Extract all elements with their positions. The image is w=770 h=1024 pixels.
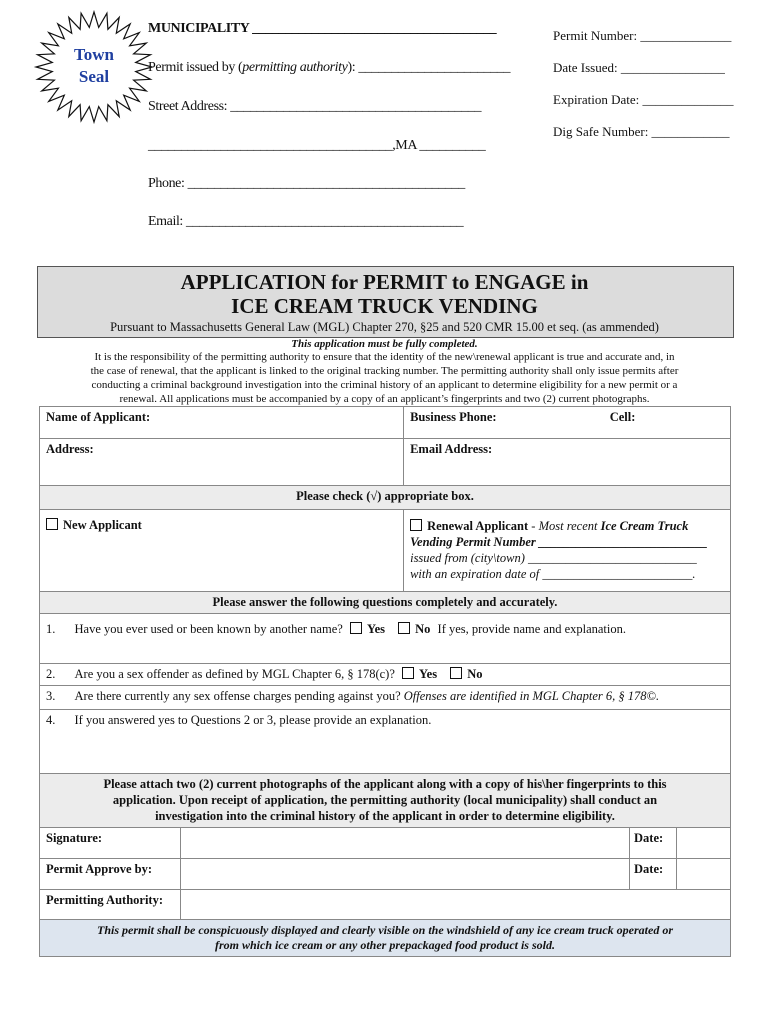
name-of-applicant-field[interactable] [40, 407, 404, 439]
title-line2: ICE CREAM TRUCK VENDING [231, 294, 538, 318]
approve-date-label: Date: [630, 859, 677, 889]
email-address-field[interactable] [404, 439, 731, 486]
attach-instructions [40, 774, 731, 828]
new-applicant-option[interactable] [40, 510, 404, 592]
q4-text: If you answered yes to Questions 2 or 3, please provide an explanation. [74, 713, 432, 727]
name-label: Name of Applicant: [46, 410, 151, 424]
town-seal [30, 5, 160, 125]
must-complete-note: This application must be fully completed. [291, 338, 478, 350]
phone-field[interactable]: Phone: __________________________________________ [148, 176, 465, 191]
q2-yes-checkbox[interactable] [402, 667, 414, 679]
permit-approve-label: Permit Approve by: [40, 859, 181, 890]
q2-number: 2. [46, 667, 56, 681]
seal-line1: Town [73, 45, 115, 64]
notice-line4: renewal. All applications must be accompanied by a copy of an applicant’s fingerprints and two (2) current photographs. [119, 393, 650, 405]
permitting-authority-input[interactable] [181, 890, 731, 920]
issued-by-italic: permitting authority [242, 60, 348, 75]
notice-line1: It is the responsibility of the permitting authority to ensure that the identity of the new\renewal applicant is true and accurate and, in [94, 351, 675, 363]
question-2[interactable] [40, 664, 731, 686]
cell-label: Cell: [609, 410, 636, 424]
attach-line1: Please attach two (2) current photographs of the applicant along with a copy of his\her fingerprints to this [103, 777, 667, 791]
question-4[interactable] [40, 710, 731, 774]
municipality-field[interactable]: MUNICIPALITY _____________________________________ [148, 21, 497, 36]
attach-line3: investigation into the criminal history of the applicant in order to determine eligibility. [155, 809, 615, 823]
approve-date-cell[interactable] [630, 859, 731, 890]
q3-number: 3. [46, 689, 56, 703]
business-phone-cell[interactable] [404, 407, 731, 439]
issued-by-suffix: ): _______________________ [347, 60, 511, 75]
application-form [39, 406, 731, 957]
q2-text: Are you a sex offender as defined by MGL Chapter 6, § 178(c)? [74, 667, 395, 681]
address-field[interactable] [40, 439, 404, 486]
renewal-applicant-checkbox[interactable] [410, 519, 422, 531]
renewal-applicant-option[interactable] [404, 510, 731, 592]
q1-no-label: No [415, 622, 431, 636]
renewal-label: Renewal Applicant [427, 519, 529, 533]
notice-line2: the case of renewal, that the applicant is linked to the original tracking number. The permitting authority shall only issue permits after [90, 365, 679, 377]
questions-header: Please answer the following questions completely and accurately. [40, 592, 731, 614]
street-address-field[interactable]: Street Address: ______________________________________ [148, 99, 482, 114]
renewal-issued-from-field[interactable]: issued from (city\town) ___________________________ [410, 551, 697, 565]
question-1[interactable] [40, 614, 731, 664]
attach-line2: application. Upon receipt of application, the permitting authority (local municipality) shall conduct an [112, 793, 658, 807]
pursuant-text: Pursuant to Massachusetts General Law (MGL) Chapter 270, §25 and 520 CMR 15.00 et seq. (as ammended) [110, 320, 659, 334]
date-issued-field[interactable]: Date Issued: ________________ [553, 60, 725, 75]
title-line1: APPLICATION for PERMIT to ENGAGE in [180, 270, 589, 294]
q3-italic-note: Offenses are identified in MGL Chapter 6, § 178©. [403, 689, 660, 703]
city-ma-field[interactable]: _____________________________________,MA __________ [148, 138, 486, 153]
q1-number: 1. [46, 622, 56, 636]
q2-yes-label: Yes [419, 667, 438, 681]
q1-text: Have you ever used or been known by another name? [74, 622, 343, 636]
approve-date-input[interactable] [677, 859, 730, 889]
business-phone-label: Business Phone: [410, 410, 497, 424]
q2-no-checkbox[interactable] [450, 667, 462, 679]
permitting-authority-label: Permitting Authority: [40, 890, 181, 920]
signature-date-input[interactable] [677, 828, 730, 858]
dig-safe-number-field[interactable]: Dig Safe Number: ____________ [553, 124, 730, 139]
q1-yes-label: Yes [366, 622, 385, 636]
renewal-text: - Most recent [528, 519, 601, 533]
signature-label: Signature: [40, 828, 181, 859]
new-applicant-label: New Applicant [63, 518, 142, 532]
check-box-header: Please check (√) appropriate box. [40, 486, 731, 510]
email-address-label: Email Address: [410, 442, 493, 456]
renewal-expiration-field[interactable]: with an expiration date of ________________________. [410, 567, 696, 581]
renewal-permit-number-field[interactable]: Vending Permit Number ___________________________ [410, 535, 708, 549]
footer-line2: from which ice cream or any other prepackaged food product is sold. [215, 938, 555, 952]
q3-text: Are there currently any sex offense charges pending against you? [74, 689, 401, 703]
expiration-date-field[interactable]: Expiration Date: ______________ [553, 92, 734, 107]
email-field[interactable]: Email: __________________________________________ [148, 214, 464, 229]
q1-no-checkbox[interactable] [398, 622, 410, 634]
footer-line1: This permit shall be conspicuously displayed and clearly visible on the windshield of any ice cream truck operated or [97, 923, 673, 937]
permit-number-field[interactable]: Permit Number: ______________ [553, 28, 732, 43]
q2-no-label: No [467, 667, 483, 681]
permit-approve-input[interactable] [181, 859, 630, 890]
q4-number: 4. [46, 713, 56, 727]
issued-by-prefix: Permit issued by ( [148, 60, 243, 75]
q1-yes-checkbox[interactable] [350, 622, 362, 634]
new-applicant-checkbox[interactable] [46, 518, 58, 530]
signature-input[interactable] [181, 828, 630, 859]
display-notice [40, 920, 731, 957]
q1-followup: If yes, provide name and explanation. [437, 622, 627, 636]
seal-line2: Seal [78, 67, 110, 86]
renewal-text-bold: Ice Cream Truck [600, 519, 689, 533]
signature-date-cell[interactable] [630, 828, 731, 859]
issued-by-field[interactable] [148, 60, 510, 76]
signature-date-label: Date: [630, 828, 677, 858]
question-3[interactable] [40, 686, 731, 710]
notice-line3: conducting a criminal background investigation into the criminal history of an applicant to determine eligibility for a new permit or a [91, 379, 678, 391]
address-label: Address: [46, 442, 94, 456]
